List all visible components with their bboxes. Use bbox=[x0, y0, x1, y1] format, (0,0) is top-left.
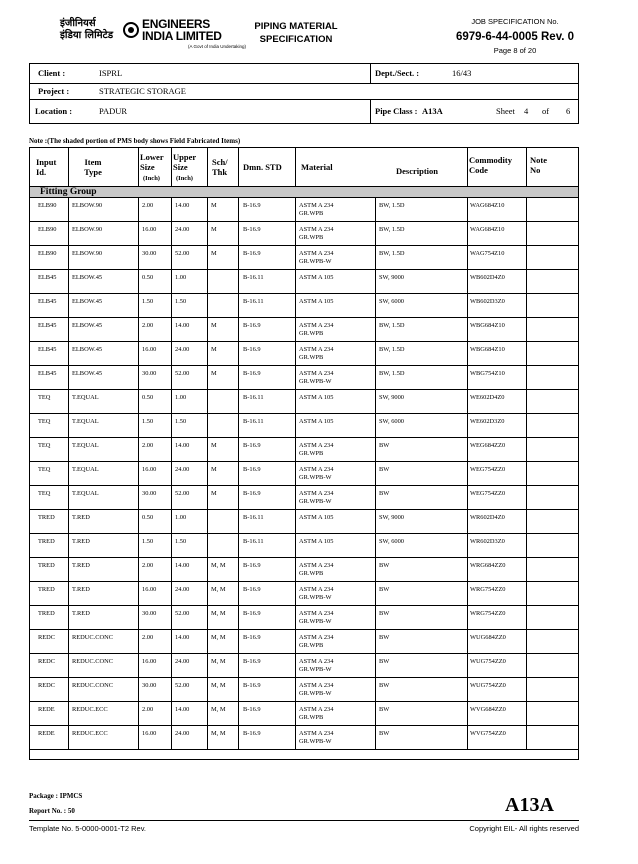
cell-type: ELBOW.45 bbox=[72, 298, 103, 305]
header-input-id: Input Id. bbox=[36, 157, 57, 177]
pipe-class-footer: A13A bbox=[505, 794, 554, 816]
table-row bbox=[30, 390, 578, 414]
cell-upper: 1.00 bbox=[175, 394, 187, 401]
cell-material: ASTM A 234 GR.WPB bbox=[299, 322, 334, 337]
cell-dmn: B-16.9 bbox=[243, 322, 261, 329]
cell-id: TRED bbox=[38, 538, 55, 545]
cell-id: REDE bbox=[38, 730, 55, 737]
job-spec-label: JOB SPECIFICATION No. bbox=[471, 17, 559, 26]
cell-lower: 1.50 bbox=[142, 298, 154, 305]
cell-upper: 14.00 bbox=[175, 706, 190, 713]
cell-lower: 2.00 bbox=[142, 442, 154, 449]
cell-lower: 1.50 bbox=[142, 538, 154, 545]
cell-upper: 1.00 bbox=[175, 274, 187, 281]
dept-label: Dept./Sect. : bbox=[375, 68, 420, 78]
table-row bbox=[30, 318, 578, 342]
cell-type: ELBOW.45 bbox=[72, 346, 103, 353]
table-row bbox=[30, 702, 578, 726]
table-row bbox=[30, 726, 578, 750]
cell-code: WR602D3Z0 bbox=[470, 538, 505, 545]
document-title: PIPING MATERIAL SPECIFICATION bbox=[254, 21, 338, 45]
cell-sch: M bbox=[211, 250, 217, 257]
cell-material: ASTM A 234 GR.WPB bbox=[299, 562, 334, 577]
cell-type: ELBOW.90 bbox=[72, 250, 103, 257]
table-row bbox=[30, 486, 578, 510]
report-number: Report No. : 50 bbox=[29, 807, 75, 815]
table-row bbox=[30, 534, 578, 558]
cell-sch: M bbox=[211, 346, 217, 353]
cell-dmn: B-16.11 bbox=[243, 538, 264, 545]
cell-upper: 24.00 bbox=[175, 346, 190, 353]
table-row bbox=[30, 270, 578, 294]
template-number: Template No. 5-0000-0001-T2 Rev. bbox=[29, 824, 147, 833]
cell-id: TEQ bbox=[38, 394, 51, 401]
header-dmn-std: Dmn. STD bbox=[243, 162, 282, 172]
table-row bbox=[30, 606, 578, 630]
cell-code: WUG754ZZ0 bbox=[470, 658, 506, 665]
cell-sch: M, M bbox=[211, 706, 226, 713]
cell-material: ASTM A 234 GR.WPB-W bbox=[299, 682, 334, 697]
header-description: Description bbox=[396, 166, 439, 176]
cell-id: ELB45 bbox=[38, 274, 57, 281]
cell-material: ASTM A 234 GR.WPB bbox=[299, 442, 334, 457]
table-row bbox=[30, 462, 578, 486]
cell-material: ASTM A 105 bbox=[299, 298, 334, 305]
cell-dmn: B-16.9 bbox=[243, 634, 261, 641]
cell-code: WVG754ZZ0 bbox=[470, 730, 506, 737]
cell-upper: 14.00 bbox=[175, 562, 190, 569]
cell-id: TEQ bbox=[38, 442, 51, 449]
cell-lower: 16.00 bbox=[142, 346, 157, 353]
cell-code: WUG684ZZ0 bbox=[470, 634, 506, 641]
location-label: Location : bbox=[35, 106, 73, 116]
cell-code: WAG754Z10 bbox=[470, 250, 505, 257]
cell-sch: M, M bbox=[211, 610, 226, 617]
cell-desc: BW, 1.5D bbox=[379, 202, 405, 209]
cell-material: ASTM A 234 GR.WPB bbox=[299, 202, 334, 217]
cell-upper: 52.00 bbox=[175, 610, 190, 617]
cell-desc: SW, 9000 bbox=[379, 274, 404, 281]
logo-tagline: (A Govt of India Undertaking) bbox=[188, 44, 247, 49]
sheet-number: 4 bbox=[524, 106, 529, 116]
cell-desc: BW bbox=[379, 586, 390, 593]
cell-upper: 24.00 bbox=[175, 466, 190, 473]
cell-upper: 14.00 bbox=[175, 202, 190, 209]
cell-code: WE602D3Z0 bbox=[470, 418, 505, 425]
cell-type: T.EQUAL bbox=[72, 418, 99, 425]
pipe-class-value: A13A bbox=[422, 106, 443, 116]
logo-hindi-text: इंजीनियर्स इंडिया लिमिटेड bbox=[60, 18, 114, 41]
cell-material: ASTM A 105 bbox=[299, 514, 334, 521]
cell-lower: 30.00 bbox=[142, 682, 157, 689]
cell-sch: M, M bbox=[211, 682, 226, 689]
header-lower-size: Lower Size bbox=[140, 152, 164, 172]
cell-sch: M, M bbox=[211, 562, 226, 569]
cell-sch: M, M bbox=[211, 730, 226, 737]
cell-type: ELBOW.90 bbox=[72, 226, 103, 233]
cell-type: ELBOW.45 bbox=[72, 322, 103, 329]
table-row bbox=[30, 630, 578, 654]
sheet-of-label: of bbox=[542, 106, 550, 116]
cell-id: REDC bbox=[38, 682, 56, 689]
cell-material: ASTM A 234 GR.WPB bbox=[299, 346, 334, 361]
cell-id: TRED bbox=[38, 586, 55, 593]
cell-code: WRG754ZZ0 bbox=[470, 610, 506, 617]
cell-lower: 2.00 bbox=[142, 706, 154, 713]
location-value: PADUR bbox=[99, 106, 128, 116]
cell-code: WBG684Z10 bbox=[470, 346, 505, 353]
cell-desc: BW, 1.5D bbox=[379, 370, 405, 377]
cell-material: ASTM A 105 bbox=[299, 394, 334, 401]
cell-dmn: B-16.9 bbox=[243, 466, 261, 473]
cell-sch: M bbox=[211, 466, 217, 473]
cell-lower: 2.00 bbox=[142, 634, 154, 641]
pipe-class-label: Pipe Class : bbox=[375, 106, 418, 116]
cell-dmn: B-16.9 bbox=[243, 202, 261, 209]
table-row bbox=[30, 558, 578, 582]
cell-dmn: B-16.9 bbox=[243, 250, 261, 257]
cell-id: TRED bbox=[38, 610, 55, 617]
table-row bbox=[30, 342, 578, 366]
cell-type: REDUC.CONC bbox=[72, 658, 114, 665]
cell-desc: BW bbox=[379, 466, 390, 473]
cell-sch: M bbox=[211, 490, 217, 497]
cell-lower: 0.50 bbox=[142, 394, 154, 401]
header-lower-unit: (Inch) bbox=[143, 175, 160, 182]
header-commodity-code: Commodity Code bbox=[469, 155, 512, 175]
cell-desc: SW, 6000 bbox=[379, 418, 404, 425]
cell-code: WBG684Z10 bbox=[470, 322, 505, 329]
cell-desc: BW bbox=[379, 490, 390, 497]
table-row bbox=[30, 678, 578, 702]
cell-material: ASTM A 105 bbox=[299, 418, 334, 425]
shading-note: Note :(The shaded portion of PMS body shows Field Fabricated Items) bbox=[29, 137, 241, 145]
cell-upper: 52.00 bbox=[175, 250, 190, 257]
cell-material: ASTM A 234 GR.WPB-W bbox=[299, 730, 334, 745]
cell-dmn: B-16.11 bbox=[243, 298, 264, 305]
footer-divider bbox=[29, 820, 579, 821]
cell-code: WEG684ZZ0 bbox=[470, 442, 506, 449]
eil-emblem-icon bbox=[123, 22, 139, 38]
cell-sch: M bbox=[211, 226, 217, 233]
cell-lower: 0.50 bbox=[142, 274, 154, 281]
cell-type: REDUC.ECC bbox=[72, 706, 108, 713]
cell-dmn: B-16.9 bbox=[243, 346, 261, 353]
cell-desc: BW bbox=[379, 610, 390, 617]
cell-dmn: B-16.9 bbox=[243, 226, 261, 233]
cell-material: ASTM A 234 GR.WPB bbox=[299, 634, 334, 649]
cell-lower: 2.00 bbox=[142, 202, 154, 209]
cell-dmn: B-16.9 bbox=[243, 682, 261, 689]
cell-desc: BW bbox=[379, 442, 390, 449]
cell-type: T.EQUAL bbox=[72, 490, 99, 497]
group-band bbox=[30, 186, 578, 198]
cell-lower: 16.00 bbox=[142, 586, 157, 593]
cell-code: WRG754ZZ0 bbox=[470, 586, 506, 593]
cell-material: ASTM A 105 bbox=[299, 274, 334, 281]
cell-lower: 30.00 bbox=[142, 610, 157, 617]
sheet-label: Sheet bbox=[496, 106, 515, 116]
client-value: ISPRL bbox=[99, 68, 123, 78]
cell-dmn: B-16.9 bbox=[243, 658, 261, 665]
cell-material: ASTM A 234 GR.WPB bbox=[299, 706, 334, 721]
cell-upper: 52.00 bbox=[175, 682, 190, 689]
cell-id: ELB45 bbox=[38, 322, 57, 329]
cell-id: REDC bbox=[38, 634, 56, 641]
table-row bbox=[30, 582, 578, 606]
cell-material: ASTM A 234 GR.WPB-W bbox=[299, 370, 334, 385]
cell-sch: M bbox=[211, 202, 217, 209]
cell-id: ELB45 bbox=[38, 370, 57, 377]
page-number: Page 8 of 20 bbox=[493, 46, 537, 55]
cell-type: T.RED bbox=[72, 562, 90, 569]
cell-lower: 16.00 bbox=[142, 730, 157, 737]
cell-dmn: B-16.9 bbox=[243, 706, 261, 713]
cell-desc: BW bbox=[379, 562, 390, 569]
cell-id: TRED bbox=[38, 562, 55, 569]
cell-code: WRG684ZZ0 bbox=[470, 562, 506, 569]
cell-dmn: B-16.11 bbox=[243, 274, 264, 281]
project-value: STRATEGIC STORAGE bbox=[99, 86, 186, 96]
cell-id: TEQ bbox=[38, 466, 51, 473]
cell-desc: SW, 6000 bbox=[379, 538, 404, 545]
cell-sch: M, M bbox=[211, 634, 226, 641]
cell-upper: 24.00 bbox=[175, 586, 190, 593]
header-upper-unit: (Inch) bbox=[176, 175, 193, 182]
cell-sch: M, M bbox=[211, 586, 226, 593]
company-logo bbox=[60, 18, 250, 52]
cell-code: WUG754ZZ0 bbox=[470, 682, 506, 689]
cell-type: REDUC.CONC bbox=[72, 634, 114, 641]
cell-material: ASTM A 234 GR.WPB-W bbox=[299, 586, 334, 601]
cell-type: REDUC.CONC bbox=[72, 682, 114, 689]
cell-code: WR602D4Z0 bbox=[470, 514, 505, 521]
cell-type: ELBOW.45 bbox=[72, 274, 103, 281]
cell-code: WAG684Z10 bbox=[470, 226, 505, 233]
cell-dmn: B-16.9 bbox=[243, 586, 261, 593]
cell-sch: M bbox=[211, 442, 217, 449]
cell-upper: 24.00 bbox=[175, 226, 190, 233]
table-row bbox=[30, 294, 578, 318]
table-row bbox=[30, 438, 578, 462]
cell-desc: BW bbox=[379, 706, 390, 713]
cell-material: ASTM A 234 GR.WPB-W bbox=[299, 250, 334, 265]
cell-lower: 1.50 bbox=[142, 418, 154, 425]
cell-upper: 14.00 bbox=[175, 442, 190, 449]
cell-dmn: B-16.11 bbox=[243, 418, 264, 425]
cell-lower: 16.00 bbox=[142, 226, 157, 233]
cell-type: T.RED bbox=[72, 538, 90, 545]
cell-code: WEG754ZZ0 bbox=[470, 490, 506, 497]
cell-upper: 52.00 bbox=[175, 370, 190, 377]
cell-id: ELB90 bbox=[38, 202, 57, 209]
cell-id: REDC bbox=[38, 658, 56, 665]
cell-material: ASTM A 234 GR.WPB-W bbox=[299, 490, 334, 505]
table-row bbox=[30, 246, 578, 270]
cell-desc: BW, 1.5D bbox=[379, 226, 405, 233]
cell-material: ASTM A 234 GR.WPB bbox=[299, 226, 334, 241]
cell-id: ELB90 bbox=[38, 250, 57, 257]
table-row bbox=[30, 510, 578, 534]
cell-upper: 24.00 bbox=[175, 730, 190, 737]
cell-desc: BW, 1.5D bbox=[379, 322, 405, 329]
cell-type: T.RED bbox=[72, 610, 90, 617]
cell-dmn: B-16.9 bbox=[243, 610, 261, 617]
copyright-notice: Copyright EIL- All rights reserved bbox=[469, 824, 579, 833]
table-row bbox=[30, 414, 578, 438]
table-row bbox=[30, 198, 578, 222]
cell-desc: BW bbox=[379, 634, 390, 641]
cell-id: TRED bbox=[38, 514, 55, 521]
cell-desc: BW bbox=[379, 658, 390, 665]
cell-lower: 2.00 bbox=[142, 322, 154, 329]
cell-upper: 24.00 bbox=[175, 658, 190, 665]
cell-id: ELB90 bbox=[38, 226, 57, 233]
cell-lower: 16.00 bbox=[142, 466, 157, 473]
cell-type: T.EQUAL bbox=[72, 394, 99, 401]
cell-dmn: B-16.9 bbox=[243, 490, 261, 497]
cell-sch: M, M bbox=[211, 658, 226, 665]
cell-desc: SW, 9000 bbox=[379, 394, 404, 401]
cell-lower: 30.00 bbox=[142, 250, 157, 257]
cell-upper: 1.50 bbox=[175, 298, 187, 305]
cell-type: REDUC.ECC bbox=[72, 730, 108, 737]
cell-dmn: B-16.9 bbox=[243, 562, 261, 569]
header-sch-thk: Sch/ Thk bbox=[212, 157, 228, 177]
cell-type: T.RED bbox=[72, 514, 90, 521]
header-item-type: Item Type bbox=[84, 157, 102, 177]
cell-upper: 1.00 bbox=[175, 514, 187, 521]
cell-code: WBG754Z10 bbox=[470, 370, 505, 377]
cell-dmn: B-16.9 bbox=[243, 730, 261, 737]
logo-name: ENGINEERS INDIA LIMITED bbox=[142, 17, 222, 43]
cell-code: WVG684ZZ0 bbox=[470, 706, 506, 713]
project-label: Project : bbox=[38, 86, 70, 96]
cell-type: T.RED bbox=[72, 586, 90, 593]
cell-desc: BW, 1.5D bbox=[379, 250, 405, 257]
cell-id: ELB45 bbox=[38, 298, 57, 305]
cell-code: WE602D4Z0 bbox=[470, 394, 505, 401]
cell-type: T.EQUAL bbox=[72, 466, 99, 473]
cell-upper: 52.00 bbox=[175, 490, 190, 497]
cell-material: ASTM A 234 GR.WPB-W bbox=[299, 466, 334, 481]
client-label: Client : bbox=[38, 68, 66, 78]
info-box bbox=[29, 63, 579, 124]
cell-upper: 14.00 bbox=[175, 322, 190, 329]
group-title: Fitting Group bbox=[40, 187, 97, 197]
cell-sch: M bbox=[211, 322, 217, 329]
cell-lower: 0.50 bbox=[142, 514, 154, 521]
table-row bbox=[30, 654, 578, 678]
dept-value: 16/43 bbox=[452, 68, 472, 78]
cell-material: ASTM A 105 bbox=[299, 538, 334, 545]
cell-upper: 14.00 bbox=[175, 634, 190, 641]
cell-dmn: B-16.11 bbox=[243, 514, 264, 521]
package-info: Package : IPMCS bbox=[29, 792, 83, 800]
header-note-no: Note No bbox=[530, 155, 547, 175]
cell-desc: BW bbox=[379, 730, 390, 737]
cell-code: WB602D4Z0 bbox=[470, 274, 505, 281]
cell-type: ELBOW.45 bbox=[72, 370, 103, 377]
cell-type: ELBOW.90 bbox=[72, 202, 103, 209]
cell-id: ELB45 bbox=[38, 346, 57, 353]
cell-lower: 30.00 bbox=[142, 370, 157, 377]
cell-desc: SW, 6000 bbox=[379, 298, 404, 305]
cell-id: TEQ bbox=[38, 490, 51, 497]
cell-id: TEQ bbox=[38, 418, 51, 425]
fitting-table bbox=[29, 147, 579, 760]
cell-dmn: B-16.9 bbox=[243, 442, 261, 449]
sheet-total: 6 bbox=[566, 106, 571, 116]
table-row bbox=[30, 366, 578, 390]
cell-upper: 1.50 bbox=[175, 418, 187, 425]
cell-dmn: B-16.11 bbox=[243, 394, 264, 401]
cell-lower: 2.00 bbox=[142, 562, 154, 569]
cell-code: WAG684Z10 bbox=[470, 202, 505, 209]
cell-sch: M bbox=[211, 370, 217, 377]
job-spec-number: 6979-6-44-0005 Rev. 0 bbox=[455, 31, 575, 43]
cell-material: ASTM A 234 GR.WPB-W bbox=[299, 610, 334, 625]
cell-type: T.EQUAL bbox=[72, 442, 99, 449]
cell-id: REDE bbox=[38, 706, 55, 713]
cell-desc: BW bbox=[379, 682, 390, 689]
cell-material: ASTM A 234 GR.WPB-W bbox=[299, 658, 334, 673]
cell-upper: 1.50 bbox=[175, 538, 187, 545]
cell-desc: SW, 9000 bbox=[379, 514, 404, 521]
cell-code: WB602D3Z0 bbox=[470, 298, 505, 305]
cell-lower: 16.00 bbox=[142, 658, 157, 665]
cell-code: WEG754ZZ0 bbox=[470, 466, 506, 473]
table-row bbox=[30, 222, 578, 246]
cell-dmn: B-16.9 bbox=[243, 370, 261, 377]
cell-desc: BW, 1.5D bbox=[379, 346, 405, 353]
cell-lower: 30.00 bbox=[142, 490, 157, 497]
header-upper-size: Upper Size bbox=[173, 152, 197, 172]
header-material: Material bbox=[301, 162, 333, 172]
